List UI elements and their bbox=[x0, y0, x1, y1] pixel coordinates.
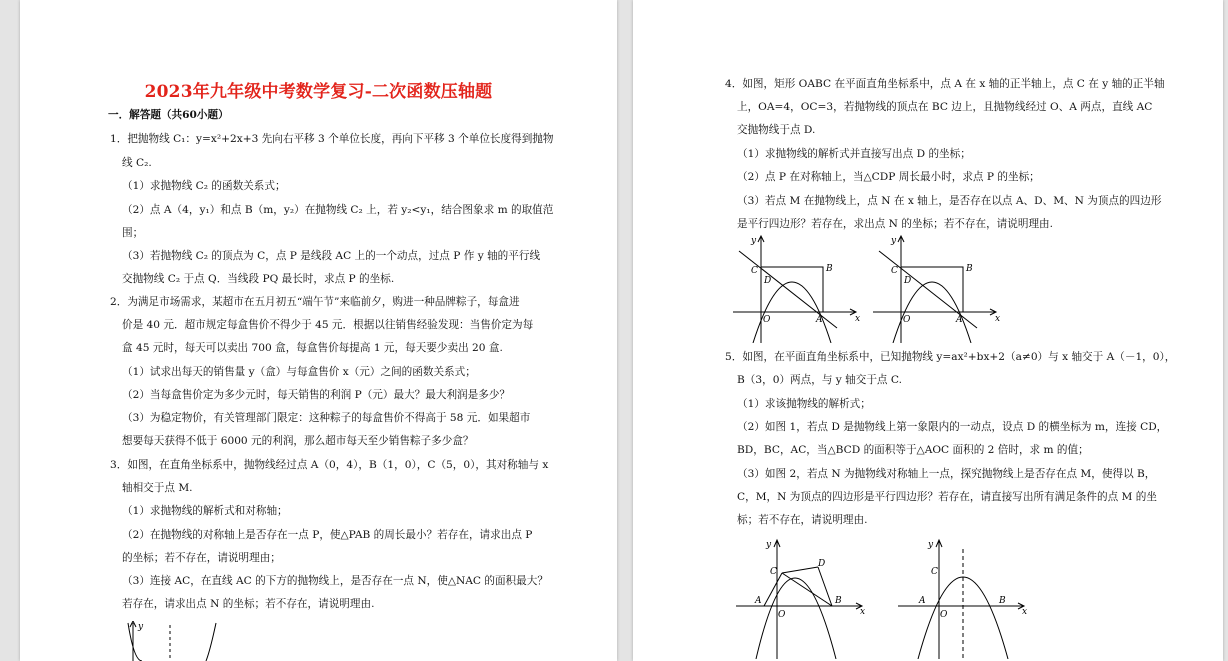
point-label-D: D bbox=[904, 276, 912, 286]
axis-label-y: y bbox=[138, 622, 144, 632]
text-line: （1）求该抛物线的解析式； bbox=[737, 398, 871, 410]
axis-label-x: x bbox=[855, 314, 861, 324]
point-label-O: O bbox=[903, 315, 911, 325]
segment-BD bbox=[818, 567, 832, 606]
figure-q4-1 bbox=[733, 233, 863, 343]
text-line: 4．如图，矩形 OABC 在平面直角坐标系中，点 A 在 x 轴的正半轴上，点 C 在 y 轴的正半轴 bbox=[725, 78, 1165, 90]
text-line: 交抛物线于点 D. bbox=[737, 124, 816, 136]
segment-BC bbox=[782, 573, 832, 606]
text-line: （2）点 A（4，y₁）和点 B（m，y₂）在抛物线 C₂ 上，若 y₂<y₁，结合图象求 m 的取值范 bbox=[122, 204, 554, 216]
segment-CD bbox=[782, 567, 818, 573]
text-line: 1．把抛物线 C₁：y=x²+2x+3 先向右平移 3 个单位长度，再向下平移 3 个单位长度得到抛物 bbox=[110, 133, 554, 145]
point-label-D: D bbox=[764, 276, 772, 286]
text-line: 想要每天获得不低于 6000 元的利润，那么超市每天至少销售粽子多少盒？ bbox=[122, 435, 474, 447]
figure-q3-partial bbox=[120, 621, 240, 661]
point-label-B: B bbox=[966, 264, 973, 274]
text-line: （3）为稳定物价，有关管理部门限定：这种粽子的每盒售价不得高于 58 元．如果超市 bbox=[122, 412, 531, 424]
point-label-B: B bbox=[999, 596, 1006, 606]
point-label-O: O bbox=[763, 315, 771, 325]
axis-label-y: y bbox=[928, 540, 934, 550]
rectangle-OABC bbox=[761, 267, 823, 312]
point-label-O: O bbox=[778, 610, 786, 620]
point-label-A: A bbox=[919, 596, 926, 606]
axis-label-x: x bbox=[995, 314, 1001, 324]
text-line: （1）求抛物线的解析式并直接写出点 D 的坐标； bbox=[737, 148, 971, 160]
text-line: （3）如图 2，若点 N 为抛物线对称轴上一点，探究抛物线上是否存在点 M，使得以 B， bbox=[737, 468, 1156, 480]
text-line: 上，OA=4，OC=3，若抛物线的顶点在 BC 边上，且抛物线经过 O、A 两点，直线 AC bbox=[737, 101, 1153, 113]
text-line: （3）若抛物线 C₂ 的顶点为 C，点 P 是线段 AC 上的一个动点，过点 P 作 y 轴的平行线 bbox=[122, 250, 541, 262]
axis-label-y: y bbox=[766, 540, 772, 550]
text-line: （1）求抛物线的解析式和对称轴； bbox=[122, 505, 288, 517]
text-line: 交抛物线 C₂ 于点 Q．当线段 PQ 最长时，求点 P 的坐标. bbox=[122, 273, 395, 285]
point-label-C: C bbox=[931, 567, 938, 577]
document-title: 2023年九年级中考数学复习-二次函数压轴题 bbox=[144, 82, 493, 102]
point-label-A: A bbox=[816, 315, 823, 325]
figure-q5-2 bbox=[898, 537, 1033, 659]
text-line: （2）如图 1，若点 D 是抛物线上第一象限内的一动点，设点 D 的横坐标为 m，连接 CD， bbox=[737, 421, 1168, 433]
point-label-C: C bbox=[891, 266, 898, 276]
point-label-A: A bbox=[956, 315, 963, 325]
text-line: BD，BC，AC，当△BCD 的面积等于△AOC 面积的 2 倍时，求 m 的值； bbox=[737, 444, 1089, 456]
segment-AC bbox=[764, 573, 782, 606]
axis-label-x: x bbox=[860, 607, 866, 617]
text-line: 的坐标；若不存在，请说明理由； bbox=[122, 552, 281, 564]
text-line: （2）当每盒售价定为多少元时，每天销售的利润 P（元）最大？最大利润是多少？ bbox=[122, 389, 511, 401]
point-label-A: A bbox=[755, 596, 762, 606]
text-line: C，M，N 为顶点的四边形是平行四边形？若存在，请直接写出所有满足条件的点 M 的坐 bbox=[737, 491, 1157, 503]
text-line: 线 C₂. bbox=[122, 157, 152, 169]
rectangle-OABC bbox=[901, 267, 963, 312]
point-label-D: D bbox=[818, 559, 826, 569]
text-line: （3）连接 AC，在直线 AC 的下方的抛物线上，是否存在一点 N，使△NAC 的面积最大？ bbox=[122, 575, 548, 587]
text-line: 轴相交于点 M. bbox=[122, 482, 193, 494]
text-line: 标；若不存在，请说明理由. bbox=[737, 514, 868, 526]
point-label-C: C bbox=[751, 266, 758, 276]
document-page-left bbox=[20, 0, 617, 661]
axis-label-y: y bbox=[751, 236, 757, 246]
text-line: 若存在，请求出点 N 的坐标；若不存在，请说明理由. bbox=[122, 598, 375, 610]
text-line: 2．为满足市场需求，某超市在五月初五“端午节”来临前夕，购进一种品牌粽子，每盒进 bbox=[110, 296, 520, 308]
text-line: 盒 45 元时，每天可以卖出 700 盒，每盒售价每提高 1 元，每天要少卖出 20 盒. bbox=[122, 342, 503, 354]
parabola-right-branch bbox=[206, 623, 216, 661]
text-line: （2）点 P 在对称轴上，当△CDP 周长最小时，求点 P 的坐标； bbox=[737, 171, 1040, 183]
point-label-C: C bbox=[770, 567, 777, 577]
axis-label-y: y bbox=[891, 236, 897, 246]
text-line: 围； bbox=[122, 227, 144, 239]
section-heading: 一．解答题（共60小题） bbox=[108, 109, 229, 121]
point-label-B: B bbox=[835, 596, 842, 606]
parabola bbox=[918, 577, 1008, 659]
point-label-O: O bbox=[940, 610, 948, 620]
document-page-right bbox=[633, 0, 1223, 661]
figure-q5-1 bbox=[736, 537, 871, 659]
text-line: 3．如图，在直角坐标系中，抛物线经过点 A（0，4），B（1，0），C（5，0），其对称轴与 x bbox=[110, 459, 549, 471]
text-line: 是平行四边形？若存在，求出点 N 的坐标；若不存在，请说明理由. bbox=[737, 218, 1053, 230]
text-line: （1）求抛物线 C₂ 的函数关系式； bbox=[122, 180, 286, 192]
text-line: 5．如图，在平面直角坐标系中，已知抛物线 y=ax²+bx+2（a≠0）与 x 轴交于 A（－1，0）， bbox=[725, 351, 1176, 363]
text-line: （1）试求出每天的销售量 y（盒）与每盒售价 x（元）之间的函数关系式； bbox=[122, 366, 476, 378]
text-line: （2）在抛物线的对称轴上是否存在一点 P，使△PAB 的周长最小？若存在，请求出点 P bbox=[122, 529, 533, 541]
figure-q4-2 bbox=[873, 233, 1003, 343]
text-line: 价是 40 元．超市规定每盒售价不得少于 45 元．根据以往销售经验发现：当售价定为每 bbox=[122, 319, 534, 331]
parabola bbox=[756, 578, 836, 659]
point-label-B: B bbox=[826, 264, 833, 274]
text-line: B（3，0）两点，与 y 轴交于点 C. bbox=[737, 374, 902, 386]
axis-label-x: x bbox=[1022, 607, 1028, 617]
text-line: （3）若点 M 在抛物线上，点 N 在 x 轴上，是否存在以点 A、D、M、N 为顶点的四边形 bbox=[737, 195, 1162, 207]
